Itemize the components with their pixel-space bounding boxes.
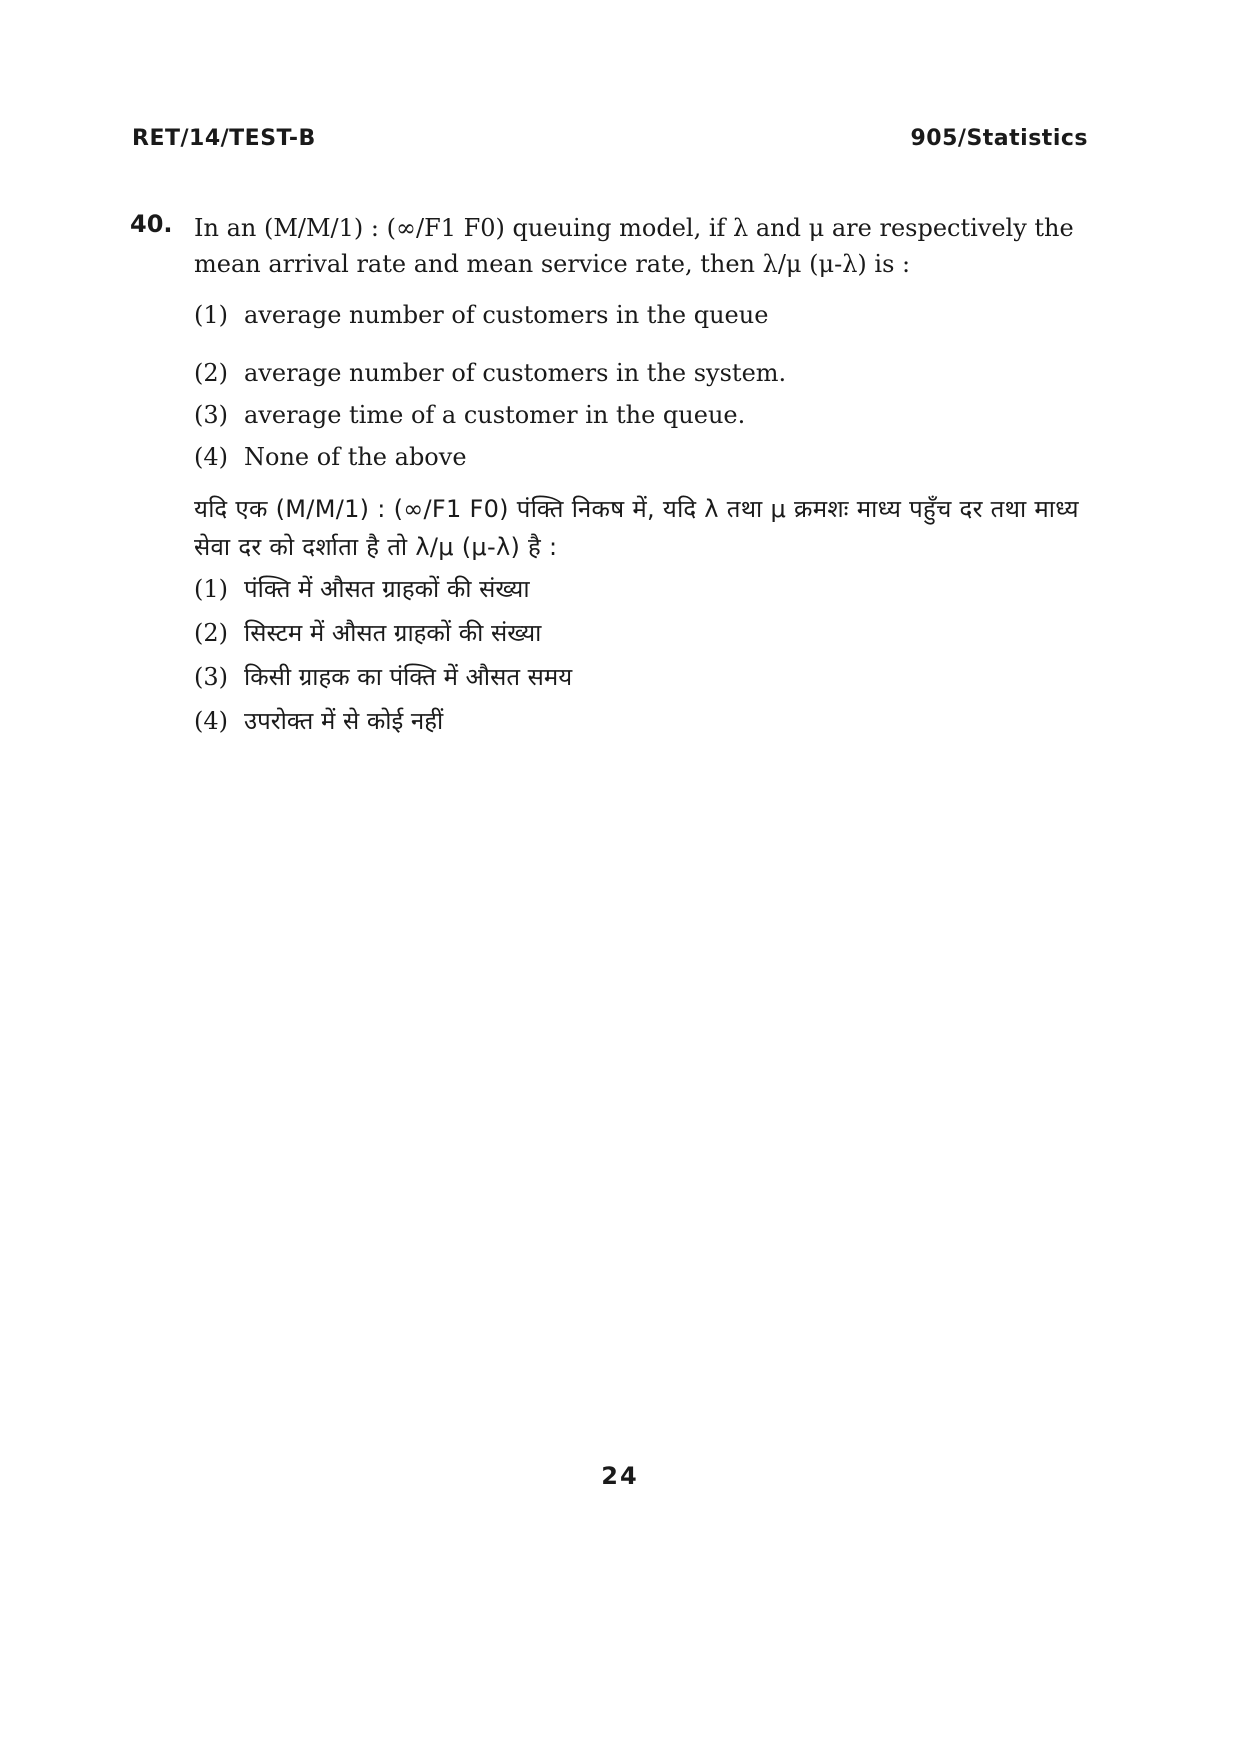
option-number: (3) [194, 401, 228, 429]
question-text-en: In an (M/M/1) : (∞/F1 F0) queuing model, if λ and μ are respectively the mean arrival rate and mean service rate, then λ/μ (μ-λ) is : [194, 214, 1074, 278]
option-en-4 [194, 442, 1090, 472]
page-number: 24 [601, 1462, 639, 1490]
option-number: (2) [194, 359, 228, 387]
options-list-en [194, 300, 1090, 472]
option-text: average time of a customer in the queue. [244, 401, 746, 429]
option-text: उपरोक्त में से कोई नहीं [244, 707, 444, 735]
option-number: (4) [194, 707, 228, 735]
options-list-hi [194, 572, 1090, 738]
question-block [130, 210, 1090, 748]
option-text: सिस्टम में औसत ग्राहकों की संख्या [244, 619, 542, 647]
option-hi-2 [194, 616, 1090, 650]
option-hi-4 [194, 704, 1090, 738]
option-text: किसी ग्राहक का पंक्ति में औसत समय [244, 663, 573, 691]
option-text: None of the above [244, 443, 467, 471]
option-number: (1) [194, 575, 228, 603]
option-text: average number of customers in the system. [244, 359, 787, 387]
option-number: (2) [194, 619, 228, 647]
option-en-3 [194, 400, 1090, 430]
header-subject: 905/Statistics [910, 126, 1088, 151]
option-hi-3 [194, 660, 1090, 694]
header-paper-code: RET/14/TEST-B [132, 126, 316, 151]
option-en-1 [194, 300, 1090, 330]
option-text: average number of customers in the queue [244, 301, 769, 329]
option-number: (4) [194, 443, 228, 471]
option-hi-1 [194, 572, 1090, 606]
option-number: (1) [194, 301, 228, 329]
option-en-2 [194, 358, 1090, 388]
option-number: (3) [194, 663, 228, 691]
question-text-hi: यदि एक (M/M/1) : (∞/F1 F0) पंक्ति निकष में, यदि λ तथा μ क्रमशः माध्य पहुँच दर तथा माध्य सेवा दर को दर्शाता है तो λ/μ (μ-λ) है : [194, 495, 1079, 561]
option-text: पंक्ति में औसत ग्राहकों की संख्या [244, 575, 530, 603]
question-number: 40. [130, 210, 173, 238]
